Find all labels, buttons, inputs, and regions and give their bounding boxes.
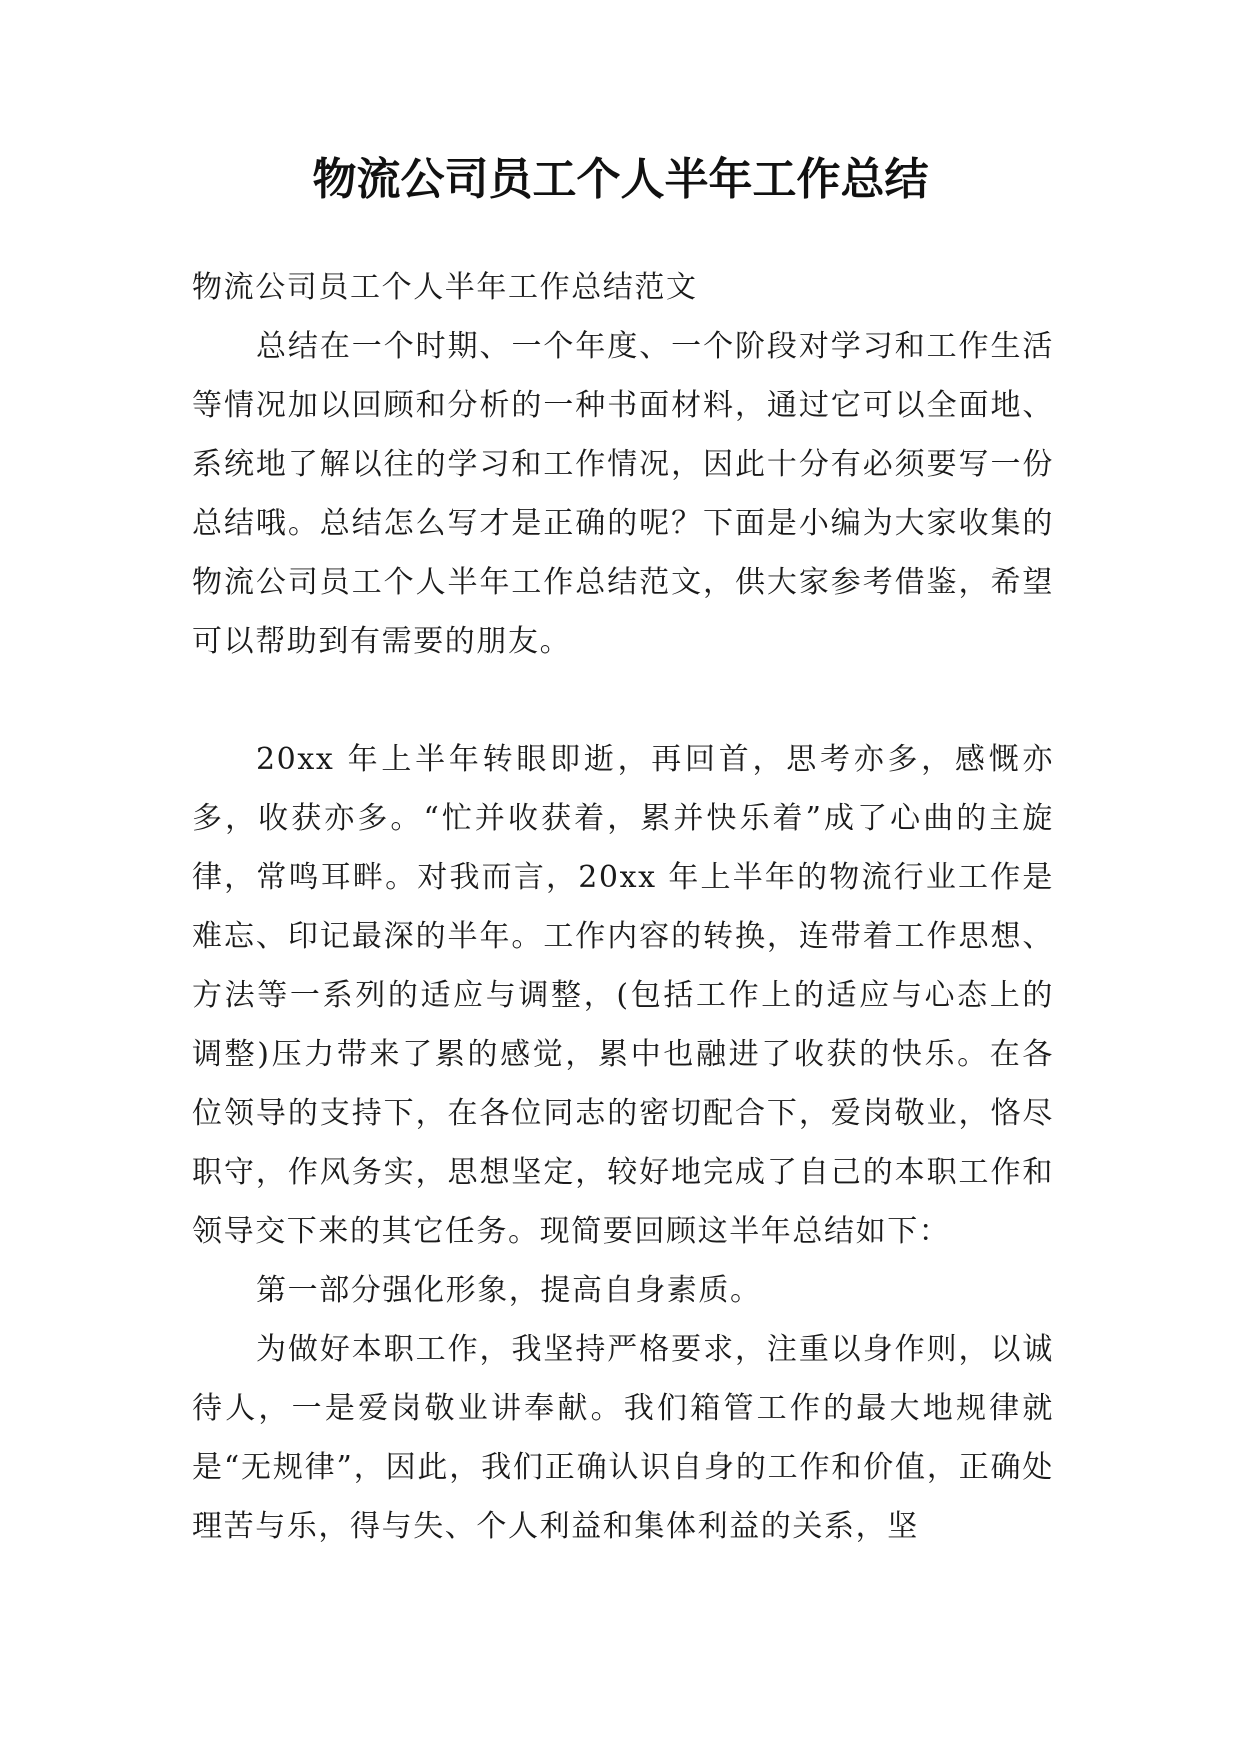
document-title: 物流公司员工个人半年工作总结	[312, 154, 929, 205]
section-paragraph: 为做好本职工作，我坚持严格要求，注重以身作则，以诚待人，一是爱岗敬业讲奉献。我们箱管工作的最大地规律就是“无规律”，因此，我们正确认识自身的工作和价值，正确处理苦与乐，得与失、个人利益和集体利益的关系，坚	[192, 1332, 1054, 1544]
section-heading: 第一部分强化形象，提高自身素质。	[256, 1273, 762, 1308]
document-body	[192, 258, 1054, 1556]
intro-paragraph: 总结在一个时期、一个年度、一个阶段对学习和工作生活等情况加以回顾和分析的一种书面材料，通过它可以全面地、系统地了解以往的学习和工作情况，因此十分有必须要写一份总结哦。总结怎么写才是正确的呢？下面是小编为大家收集的物流公司员工个人半年工作总结范文，供大家参考借鉴，希望可以帮助到有需要的朋友。	[192, 329, 1054, 659]
document-subtitle: 物流公司员工个人半年工作总结范文	[192, 270, 698, 305]
review-paragraph: 20xx 年上半年转眼即逝，再回首，思考亦多，感慨亦多，收获亦多。“忙并收获着，累并快乐着”成了心曲的主旋律，常鸣耳畔。对我而言，20xx 年上半年的物流行业工作是难忘、印记最深的半年。工作内容的转换，连带着工作思想、方法等一系列的适应与调整，(包括工作上的适应与心态上的调整)压力带来了累的感觉，累中也融进了收获的快乐。在各位领导的支持下，在各位同志的密切配合下，爱岗敬业，恪尽职守，作风务实，思想坚定，较好地完成了自己的本职工作和领导交下来的其它任务。现简要回顾这半年总结如下：	[192, 742, 1054, 1249]
paragraph-gap	[192, 671, 1054, 730]
